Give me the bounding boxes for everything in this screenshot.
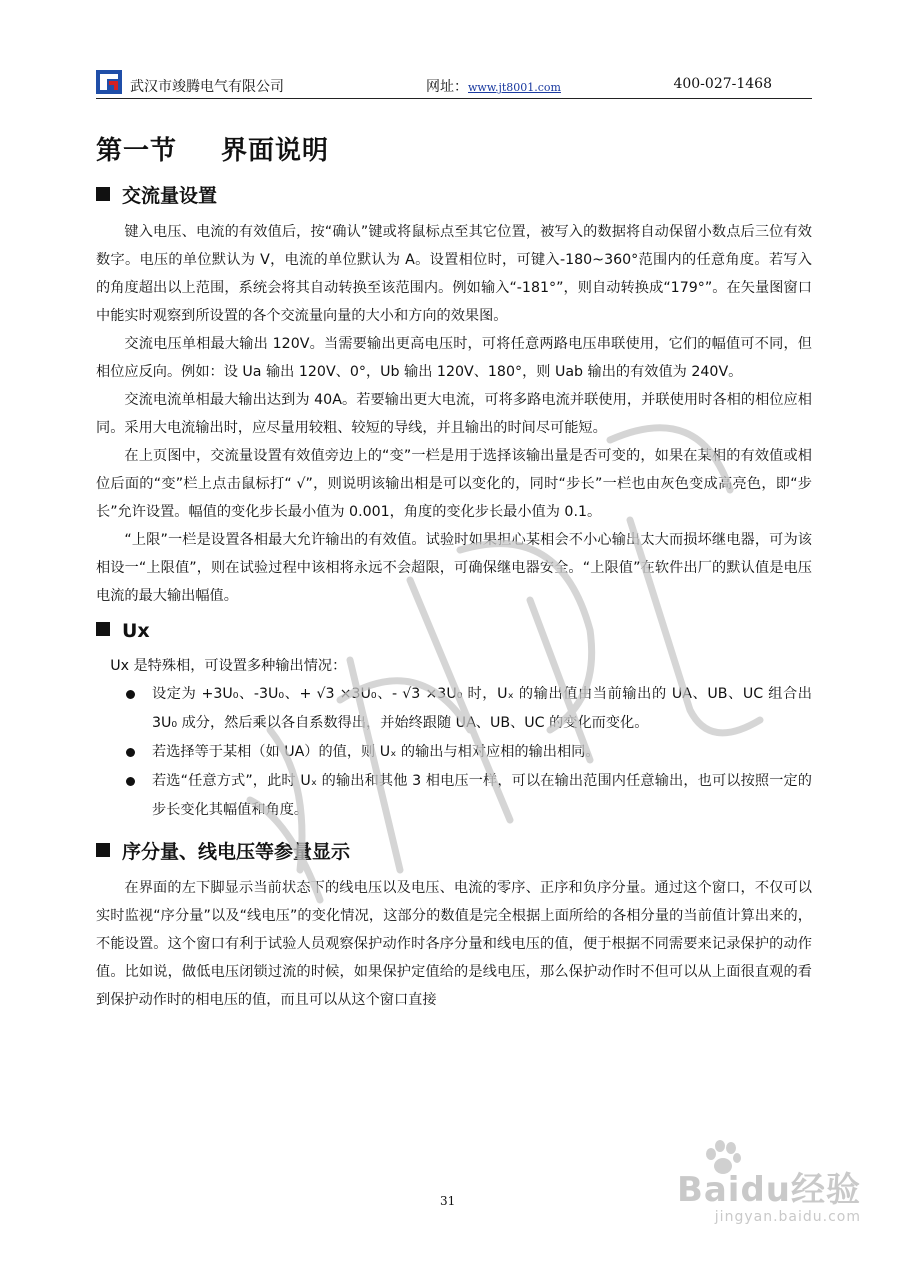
baidu-brand: Baidu经验 [676,1170,861,1210]
list-item: 若选择等于某相（如 UA）的值，则 Uₓ 的输出与相对应相的输出相同。 [96,738,812,767]
list-item: 若选“任意方式”，此时 Uₓ 的输出和其他 3 相电压一样，可以在输出范围内任意输出，也可以按照一定的步长变化其幅值和角度。 [96,767,812,825]
ac-paragraph-5: “上限”一栏是设置各相最大允许输出的有效值。试验时如果担心某相会不小心输出太大而损坏继电器，可为该相设一“上限值”，则在试验过程中该相将永远不会超限，可确保继电器安全。“上限值”在软件出厂的默认值是电压电流的最大输出幅值。 [96,532,812,604]
website-label: 网址： [426,79,468,95]
square-bullet-icon [96,622,110,636]
page-header [96,66,812,99]
ac-paragraph-1: 键入电压、电流的有效值后，按“确认”键或将鼠标点至其它位置，被写入的数据将自动保留小数点后三位有效数字。电压的单位默认为 V，电流的单位默认为 A。设置相位时，可键入-180~360°范围内的任意角度。若写入的角度超出以上范围，系统会将其自动转换至该范围内。例如输入“-181°”，则自动转换成“179°”。在矢量图窗口中能实时观察到所设置的各个交流量向量的大小和方向的效果图。 [96,224,812,324]
company-name: 武汉市竣腾电气有限公司 [130,79,284,95]
square-bullet-icon [96,843,110,857]
ac-paragraph-3: 交流电流单相最大输出达到为 40A。若要输出更大电流，可将多路电流并联使用，并联使用时各相的相位应相同。采用大电流输出时，应尽量用较粗、较短的导线，并且输出的时间尽可能短。 [96,392,812,436]
ac-paragraph-4: 在上页图中，交流量设置有效值旁边上的“变”一栏是用于选择该输出量是否可变的，如果在某相的有效值或相位后面的“变”栏上点击鼠标打“ √”，则说明该输出相是可以变化的，同时“步长”一栏也由灰色变成高亮色，即“步长”允许设置。幅值的变化步长最小值为 0.001，角度的变化步长最小值为 0.1。 [96,448,812,520]
chapter-title [96,130,812,167]
website [426,76,561,96]
heading-ac-settings: 交流量设置 [96,181,812,208]
ux-intro: Ux 是特殊相，可设置多种输出情况： [110,658,347,674]
list-item: 设定为 +3U₀、-3U₀、+ √3 ×3U₀、- √3 ×3U₀ 时，Uₓ 的输出值由当前输出的 UA、UB、UC 组合出 3U₀ 成分，然后乘以各自系数得出，并始终跟随 UA、UB、UC 的变化而变化。 [96,680,812,738]
square-bullet-icon [96,187,110,201]
page-number: 31 [440,1194,456,1208]
baidu-watermark [677,1162,861,1225]
seq-paragraph: 在界面的左下脚显示当前状态下的线电压以及电压、电流的零序、正序和负序分量。通过这个窗口，不仅可以实时监视“序分量”以及“线电压”的变化情况，这部分的数值是完全根据上面所给的各相分量的当前值计算出来的，不能设置。这个窗口有利于试验人员观察保护动作时各序分量和线电压的值，便于根据不同需要来记录保护的动作值。比如说，做低电压闭锁过流的时候，如果保护定值给的是线电压，那么保护动作时不但可以从上面很直观的看到保护动作时的相电压的值，而且可以从这个窗口直接 [96,880,812,1008]
ux-options-list [96,680,812,825]
bullet-dot-icon [126,690,135,699]
company-logo-icon [96,70,122,94]
bullet-dot-icon [126,748,135,757]
heading-sequence-display: 序分量、线电压等参量显示 [96,837,812,864]
phone-number: 400-027-1468 [673,76,772,92]
document-body [96,124,812,1014]
chapter-section: 第一节 [96,136,178,166]
chapter-name: 界面说明 [221,136,330,166]
baidu-url: jingyan.baidu.com [714,1209,861,1225]
ac-paragraph-2: 交流电压单相最大输出 120V。当需要输出更高电压时，可将任意两路电压串联使用，它们的幅值可不同，但相位应反向。例如：设 Ua 输出 120V、0°，Ub 输出 120V、180°，则 Uab 输出的有效值为 240V。 [96,336,812,380]
website-link[interactable]: www.jt8001.com [468,81,561,94]
bullet-dot-icon [126,777,135,786]
heading-ux: Ux [96,620,812,642]
